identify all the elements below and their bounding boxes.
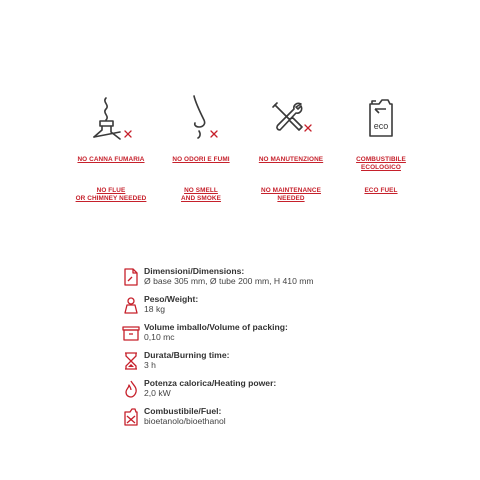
feature-label-en: ECO FUEL xyxy=(364,187,398,194)
dimensions-icon xyxy=(121,267,141,287)
weight-icon xyxy=(121,295,141,315)
spec-burning-time xyxy=(121,350,401,374)
feature-eco-fuel xyxy=(336,92,426,202)
feature-no-smell xyxy=(156,92,246,202)
spec-value: 0,10 mc xyxy=(144,332,175,342)
eco-canister-icon xyxy=(346,92,416,142)
feature-no-chimney xyxy=(66,92,156,202)
hourglass-icon xyxy=(121,351,141,371)
nose-icon xyxy=(166,92,236,142)
spec-value: 3 h xyxy=(144,360,156,370)
spec-title: Peso/Weight: xyxy=(144,294,199,304)
spec-weight xyxy=(121,294,401,318)
spec-dimensions xyxy=(121,266,401,290)
spec-heating-power xyxy=(121,378,401,402)
spec-value: bioetanolo/bioethanol xyxy=(144,416,226,426)
feature-label-it: NO CANNA FUMARIA xyxy=(77,156,145,163)
feature-label-it: NO MANUTENZIONE xyxy=(258,156,324,163)
features-row xyxy=(66,92,426,202)
feature-label-en: NO MAINTENANCE NEEDED xyxy=(261,187,321,202)
feature-label-en: NO FLUE OR CHIMNEY NEEDED xyxy=(75,187,147,202)
feature-no-maintenance xyxy=(246,92,336,202)
eco-text: eco xyxy=(373,121,389,131)
tools-icon xyxy=(256,92,326,142)
spec-value: Ø base 305 mm, Ø tube 200 mm, H 410 mm xyxy=(144,276,314,286)
chimney-icon xyxy=(76,92,146,142)
spec-title: Durata/Burning time: xyxy=(144,350,230,360)
flame-icon xyxy=(121,379,141,399)
fuel-canister-icon xyxy=(121,407,141,427)
spec-value: 2,0 kW xyxy=(144,388,171,398)
specs-list xyxy=(121,266,401,434)
spec-title: Dimensioni/Dimensions: xyxy=(144,266,245,276)
spec-title: Combustibile/Fuel: xyxy=(144,406,222,416)
feature-label-en: NO SMELL AND SMOKE xyxy=(181,187,221,202)
spec-title: Potenza calorica/Heating power: xyxy=(144,378,277,388)
spec-title: Volume imballo/Volume of packing: xyxy=(144,322,288,332)
spec-value: 18 kg xyxy=(144,304,166,314)
box-icon xyxy=(121,323,141,343)
spec-fuel xyxy=(121,406,401,430)
feature-label-it: COMBUSTIBILE ECOLOGICO xyxy=(356,156,406,171)
spec-packing-volume xyxy=(121,322,401,346)
feature-label-it: NO ODORI E FUMI xyxy=(172,156,230,163)
